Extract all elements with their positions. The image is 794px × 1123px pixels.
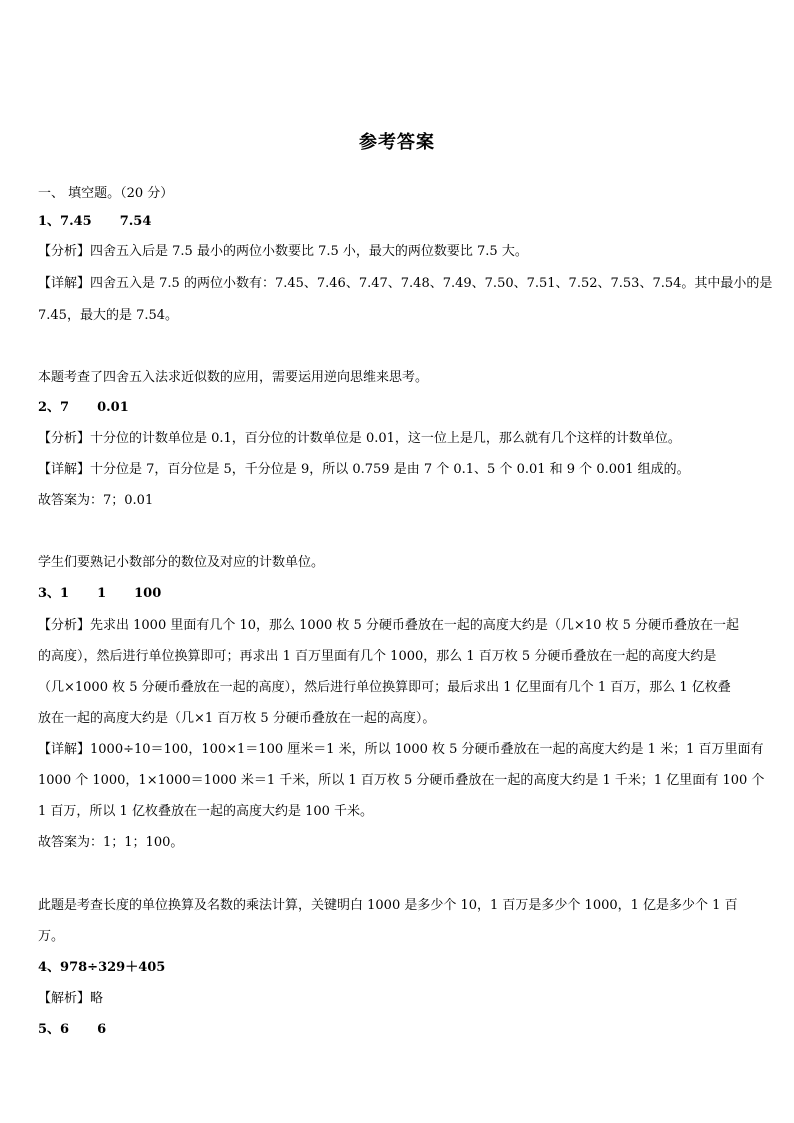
q1-answer-b: 7.54: [119, 214, 152, 229]
q2-final: 故答案为：7；0.01: [38, 493, 154, 508]
q3-detail-line1: 【详解】1000÷10＝100，100×1＝100 厘米＝1 米，所以 1000 枚 5 分硬币叠放在一起的高度大约是 1 米；1 百万里面有: [38, 742, 764, 757]
q2-comment: 学生们要熟记小数部分的数位及对应的计数单位。: [38, 555, 325, 570]
q3-detail-line2: 1000 个 1000，1×1000＝1000 米＝1 千米，所以 1 百万枚 5 分硬币叠放在一起的高度大约是 1 千米；1 亿里面有 100 个: [38, 773, 765, 788]
q3-analysis-line4: 放在一起的高度大约是（几×1 百万枚 5 分硬币叠放在一起的高度）。: [38, 711, 436, 726]
q2-answer: [38, 396, 760, 415]
q3-comment-line2: 万。: [38, 929, 65, 944]
section-heading: 一、 填空题。（20 分）: [38, 186, 174, 201]
q1-answer-a: 1、7.45: [38, 214, 92, 229]
q2-answer-a: 2、7: [38, 400, 70, 415]
q3-analysis-line3: （几×1000 枚 5 分硬币叠放在一起的高度），然后进行单位换算即可；最后求出 1 亿里面有几个 1 百万，那么 1 亿枚叠: [38, 680, 731, 695]
q3-answer-a: 3、1: [38, 586, 70, 601]
q5-answer-a: 5、6: [38, 1022, 70, 1037]
q3-final: 故答案为：1；1；100。: [38, 835, 184, 850]
q2-analysis: 【分析】十分位的计数单位是 0.1，百分位的计数单位是 0.01，这一位上是几，那么就有几个这样的计数单位。: [38, 431, 681, 446]
page-title: 参考答案: [359, 132, 435, 153]
q1-comment: 本题考查了四舍五入法求近似数的应用，需要运用逆向思维来思考。: [38, 370, 429, 385]
q2-detail: 【详解】十分位是 7，百分位是 5，千分位是 9，所以 0.759 是由 7 个 0.1、5 个 0.01 和 9 个 0.001 组成的。: [38, 462, 690, 477]
q1-answer: [38, 210, 760, 229]
q2-answer-b: 0.01: [97, 400, 129, 415]
q3-answer: [38, 582, 760, 601]
q4-analysis: 【解析】略: [38, 991, 104, 1006]
q3-answer-b: 1: [97, 586, 107, 601]
q5-answer: [38, 1018, 760, 1037]
q5-answer-b: 6: [97, 1022, 107, 1037]
q1-analysis: 【分析】四舍五入后是 7.5 最小的两位小数要比 7.5 小，最大的两位数要比 7.5 大。: [38, 244, 528, 259]
q3-detail-line3: 1 百万，所以 1 亿枚叠放在一起的高度大约是 100 千米。: [38, 804, 374, 819]
q4-answer: 4、978÷329＋405: [38, 960, 166, 975]
q1-detail-line2: 7.45，最大的是 7.54。: [38, 308, 179, 323]
q3-answer-c: 100: [134, 586, 162, 601]
q3-comment-line1: 此题是考查长度的单位换算及名数的乘法计算，关键明白 1000 是多少个 10，1 百万是多少个 1000，1 亿是多少个 1 百: [38, 898, 738, 913]
q1-detail-line1: 【详解】四舍五入是 7.5 的两位小数有：7.45、7.46、7.47、7.48、7.49、7.50、7.51、7.52、7.53、7.54。其中最小的是: [38, 276, 773, 291]
q3-analysis-line1: 【分析】先求出 1000 里面有几个 10，那么 1000 枚 5 分硬币叠放在一起的高度大约是（几×10 枚 5 分硬币叠放在一起: [38, 618, 740, 633]
q3-analysis-line2: 的高度），然后进行单位换算即可；再求出 1 百万里面有几个 1000，那么 1 百万枚 5 分硬币叠放在一起的高度大约是: [38, 649, 717, 664]
